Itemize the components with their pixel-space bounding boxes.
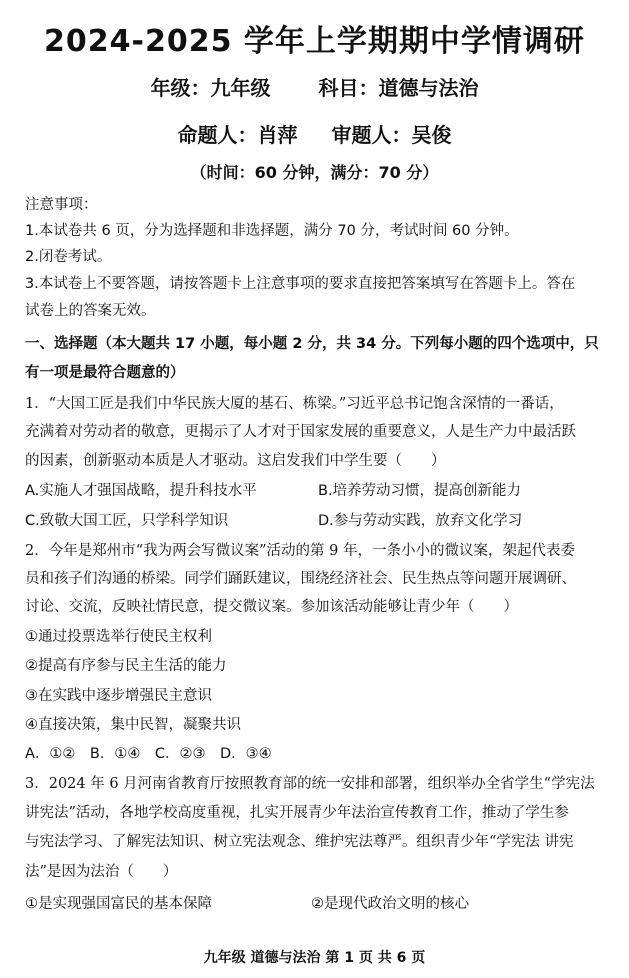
section1-heading-cont: 有一项是最符合题意的） [25,365,185,381]
author-reviewer-row [0,120,629,150]
note-item-1: 1.本试卷共 6 页，分为选择题和非选择题，满分 70 分，考试时间 60 分钟。 [25,223,519,239]
note-item-3-cont: 试卷上的答案无效。 [25,303,156,319]
q1-option-c: C.致敬大国工匠，只学科学知识 [25,513,229,529]
q1-line-2: 充满着对劳动者的敬意，更揭示了人才对于国家发展的重要意义，人是生产力中最活跃 [25,424,576,440]
subject-label: 科目：道德与法治 [318,76,479,100]
q2-line-1: 2．今年是郑州市“我为两会写微议案”活动的第 9 年，一条小小的微议案，架起代表委 [25,543,575,559]
q2-statement-1: ①通过投票选举行使民主权利 [25,629,212,645]
grade-label: 年级：九年级 [150,76,271,100]
q1-line-3: 的因素，创新驱动本质是人才驱动。这启发我们中学生要（ ） [25,453,446,469]
q2-line-3: 讨论、交流，反映社情民意，提交微议案。参加该活动能够让青少年（ ） [25,599,518,615]
section1-heading: 一、选择题（本大题共 17 小题，每小题 2 分，共 34 分。下列每小题的四个选项中，只 [25,336,599,352]
author-label: 命题人：肖萍 [177,123,298,147]
q1-line-1: 1．“大国工匠是我们中华民族大厦的基石、栋梁。”习近平总书记饱含深情的一番话， [25,396,564,412]
note-item-2: 2.闭卷考试。 [25,249,112,265]
q1-option-d: D.参与劳动实践，放弃文化学习 [318,513,523,529]
q3-statement-2: ②是现代政治文明的核心 [311,896,469,912]
q2-line-2: 员和孩子们沟通的桥梁。同学们踊跃建议，围绕经济社会、民生热点等问题开展调研、 [25,571,576,587]
q3-line-3: 与宪法学习、了解宪法知识、树立宪法观念、维护宪法尊严。组织青少年“学宪法 讲宪 [25,834,574,850]
q1-option-a: A.实施人才强国战略，提升科技水平 [25,483,257,499]
q3-line-2: 讲宪法”活动，各地学校高度重视，扎实开展青少年法治宣传教育工作，推动了学生参 [25,805,569,821]
q2-statement-4: ④直接决策，集中民智，凝聚共识 [25,717,241,733]
time-info: （时间：60 分钟，满分：70 分） [190,163,439,182]
page-footer: 九年级 道德与法治 第 1 页 共 6 页 [203,950,426,966]
q3-line-1: 3．2024 年 6 月河南省教育厅按照教育部的统一安排和部署，组织举办全省学生“学宪法 [25,776,595,792]
reviewer-label: 审题人：吴俊 [331,123,452,147]
q1-option-b: B.培养劳动习惯，提高创新能力 [318,483,522,499]
q2-statement-3: ③在实践中逐步增强民主意识 [25,688,212,704]
note-item-3: 3.本试卷上不要答题，请按答题卡上注意事项的要求直接把答案填写在答题卡上。答在 [25,276,576,292]
q2-statement-2: ②提高有序参与民主生活的能力 [25,658,227,674]
grade-subject-row [0,73,629,103]
exam-title: 2024-2025 学年上学期期中学情调研 [44,24,585,59]
q2-answer-options: A．①② B．①④ C．②③ D．③④ [25,746,272,762]
q3-statement-1: ①是实现强国富民的基本保障 [25,896,212,912]
notes-heading: 注意事项： [25,197,98,213]
q3-line-4: 法”是因为法治（ ） [25,864,178,880]
